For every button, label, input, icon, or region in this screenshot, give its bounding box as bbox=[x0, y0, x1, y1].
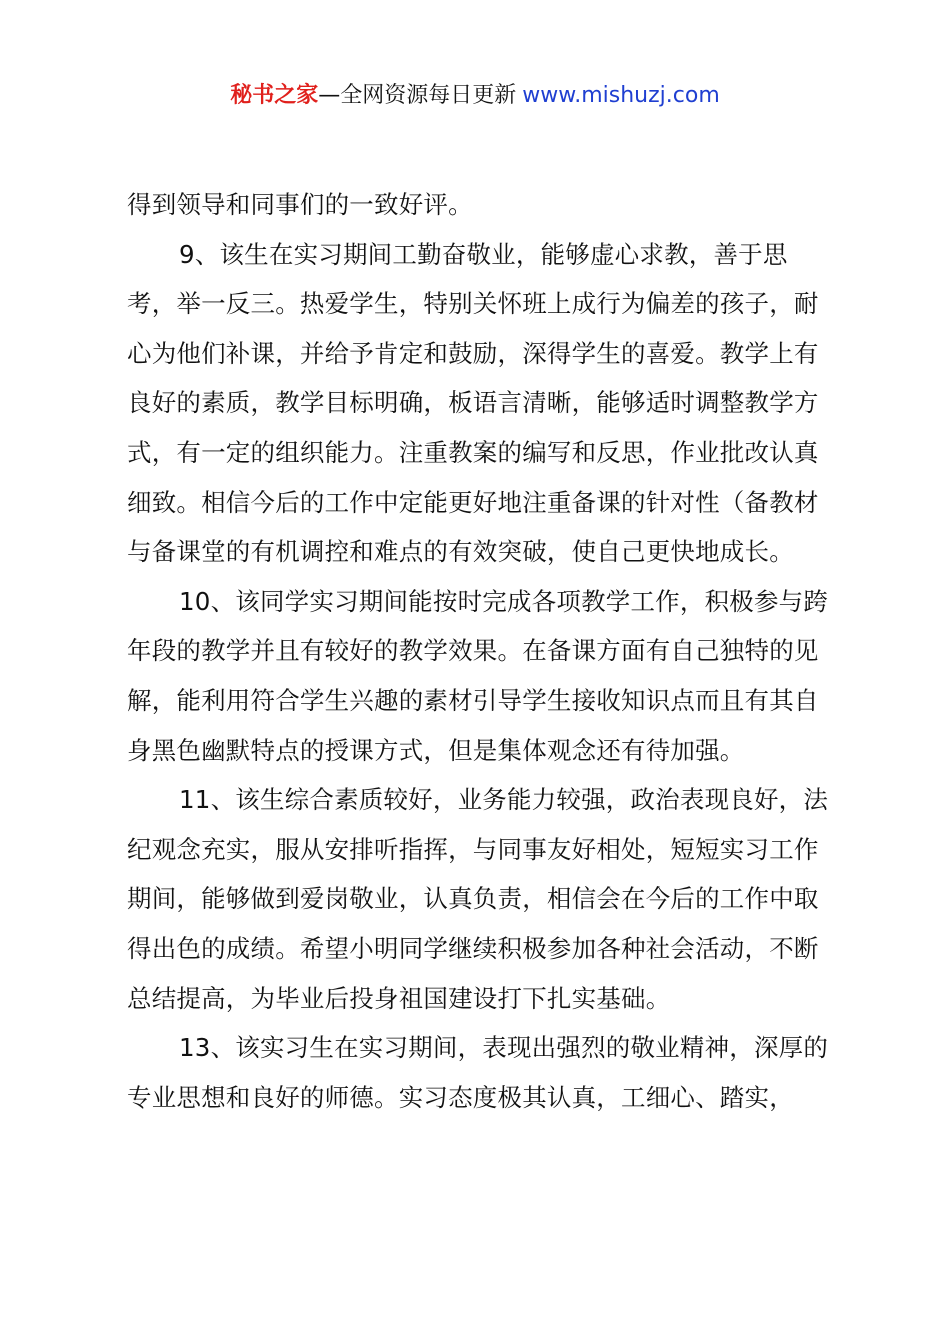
paragraph-item-11: 11、该生综合素质较好，业务能力较强，政治表现良好，法纪观念充实，服从安排听指挥，与同事友好相处，短短实习工作期间，能够做到爱岗敬业，认真负责，相信会在今后的工作中取得出色的成绩。希望小明同学继续积极参加各种社会活动，不断总结提高，为毕业后投身祖国建设打下扎实基础。 bbox=[127, 785, 829, 1013]
paragraph-continuation: 得到领导和同事们的一致好评。 bbox=[127, 190, 473, 219]
paragraph-item-13: 13、该实习生在实习期间，表现出强烈的敬业精神，深厚的专业思想和良好的师德。实习态度极其认真，工细心、踏实， bbox=[127, 1033, 829, 1112]
paragraph-item-9: 9、该生在实习期间工勤奋敬业，能够虚心求教，善于思考，举一反三。热爱学生，特别关怀班上成行为偏差的孩子，耐心为他们补课，并给予肯定和鼓励，深得学生的喜爱。教学上有良好的素质，教学目标明确，板语言清晰，能够适时调整教学方式，有一定的组织能力。注重教案的编写和反思，作业批改认真细致。相信今后的工作中定能更好地注重备课的针对性（备教材与备课堂的有机调控和难点的有效突破，使自己更快地成长。 bbox=[127, 239, 819, 567]
header-tagline: —全网资源每日更新 bbox=[318, 83, 517, 108]
brand-name: 秘书之家 bbox=[230, 83, 319, 108]
document-body bbox=[127, 180, 835, 1122]
site-url-link[interactable]: www.mishuzj.com bbox=[522, 83, 720, 108]
paragraph-item-10: 10、该同学实习期间能按时完成各项教学工作，积极参与跨年段的教学并且有较好的教学效果。在备课方面有自己独特的见解，能利用符合学生兴趣的素材引导学生接收知识点而且有其自身黑色幽默特点的授课方式，但是集体观念还有待加强。 bbox=[127, 586, 829, 765]
page-header bbox=[0, 80, 950, 112]
